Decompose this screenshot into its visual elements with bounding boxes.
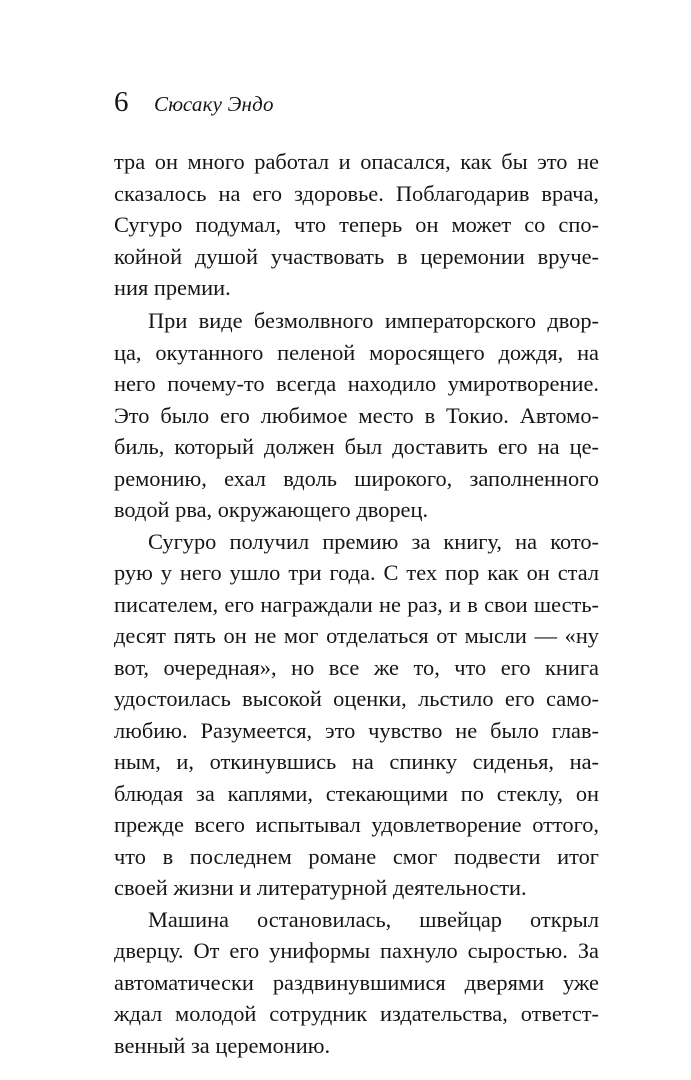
text-line: любию. Разумеется, это чувство не было глав- [114,717,599,743]
text-line: биль, который должен был доставить его на це- [114,434,599,459]
text-line: рую у него ушло три года. С тех пор как он стал [114,560,599,585]
paragraph [114,904,599,1062]
text-line: Машина остановилась, швейцар открыл [148,906,599,932]
text-line: водой рва, окружающего дворец. [114,497,429,522]
text-line: тра он много работал и опасался, как бы это не [114,149,599,174]
text-line: При виде безмолвного императорского двор- [148,308,599,333]
text-line: ния премии. [114,275,231,300]
text-line: десят пять он не мог отделаться от мысли — «ну [114,623,599,648]
text-line: сказалось на его здоровье. Поблагодарив врача, [114,180,599,206]
text-line: Сугуро получил премию за книгу, на кото- [148,528,599,554]
text-line: ремонию, ехал вдоль широкого, заполненного [114,465,599,491]
text-line: удостоилась высокой оценки, льстило его само- [114,686,599,711]
text-line: ным, и, откинувшись на спинку сиденья, на- [114,749,599,774]
text-line: ждал молодой сотрудник издательства, ответст- [114,1001,599,1026]
running-title: Сюсаку Эндо [154,92,274,116]
paragraph [114,526,599,904]
text-line: блюдая за каплями, стекающими по стеклу, он [114,780,599,806]
text-line: венный за церемонию. [114,1032,331,1058]
text-line: вот, очередная», но все же то, что его книга [114,654,599,680]
page-number: 6 [114,86,129,118]
text-line: своей жизни и литературной деятельности. [114,875,527,900]
text-line: Это было его любимое место в Токио. Автомо- [114,402,599,428]
text-line: койной душой участвовать в церемонии вруче- [114,243,599,269]
text-line: дверцу. От его униформы пахнуло сыростью. За [114,938,599,963]
text-line: писателем, его награждали не раз, и в свои шесть- [114,591,599,617]
paragraph [114,305,599,526]
text-line: автоматически раздвинувшимися дверями уже [114,969,599,995]
text-block-main [114,305,599,1061]
text-line: что в последнем романе смог подвести итог [114,843,599,869]
text-line: Сугуро подумал, что теперь он может со спо- [114,212,599,237]
text-block-top [114,146,599,304]
page-header [114,88,274,128]
text-line: прежде всего испытывал удовлетворение оттого, [114,812,599,837]
text-line: него почему-то всегда находило умиротворение. [114,371,599,396]
paragraph [114,146,599,304]
text-line: ца, окутанного пеленой моросящего дождя, на [114,339,599,365]
